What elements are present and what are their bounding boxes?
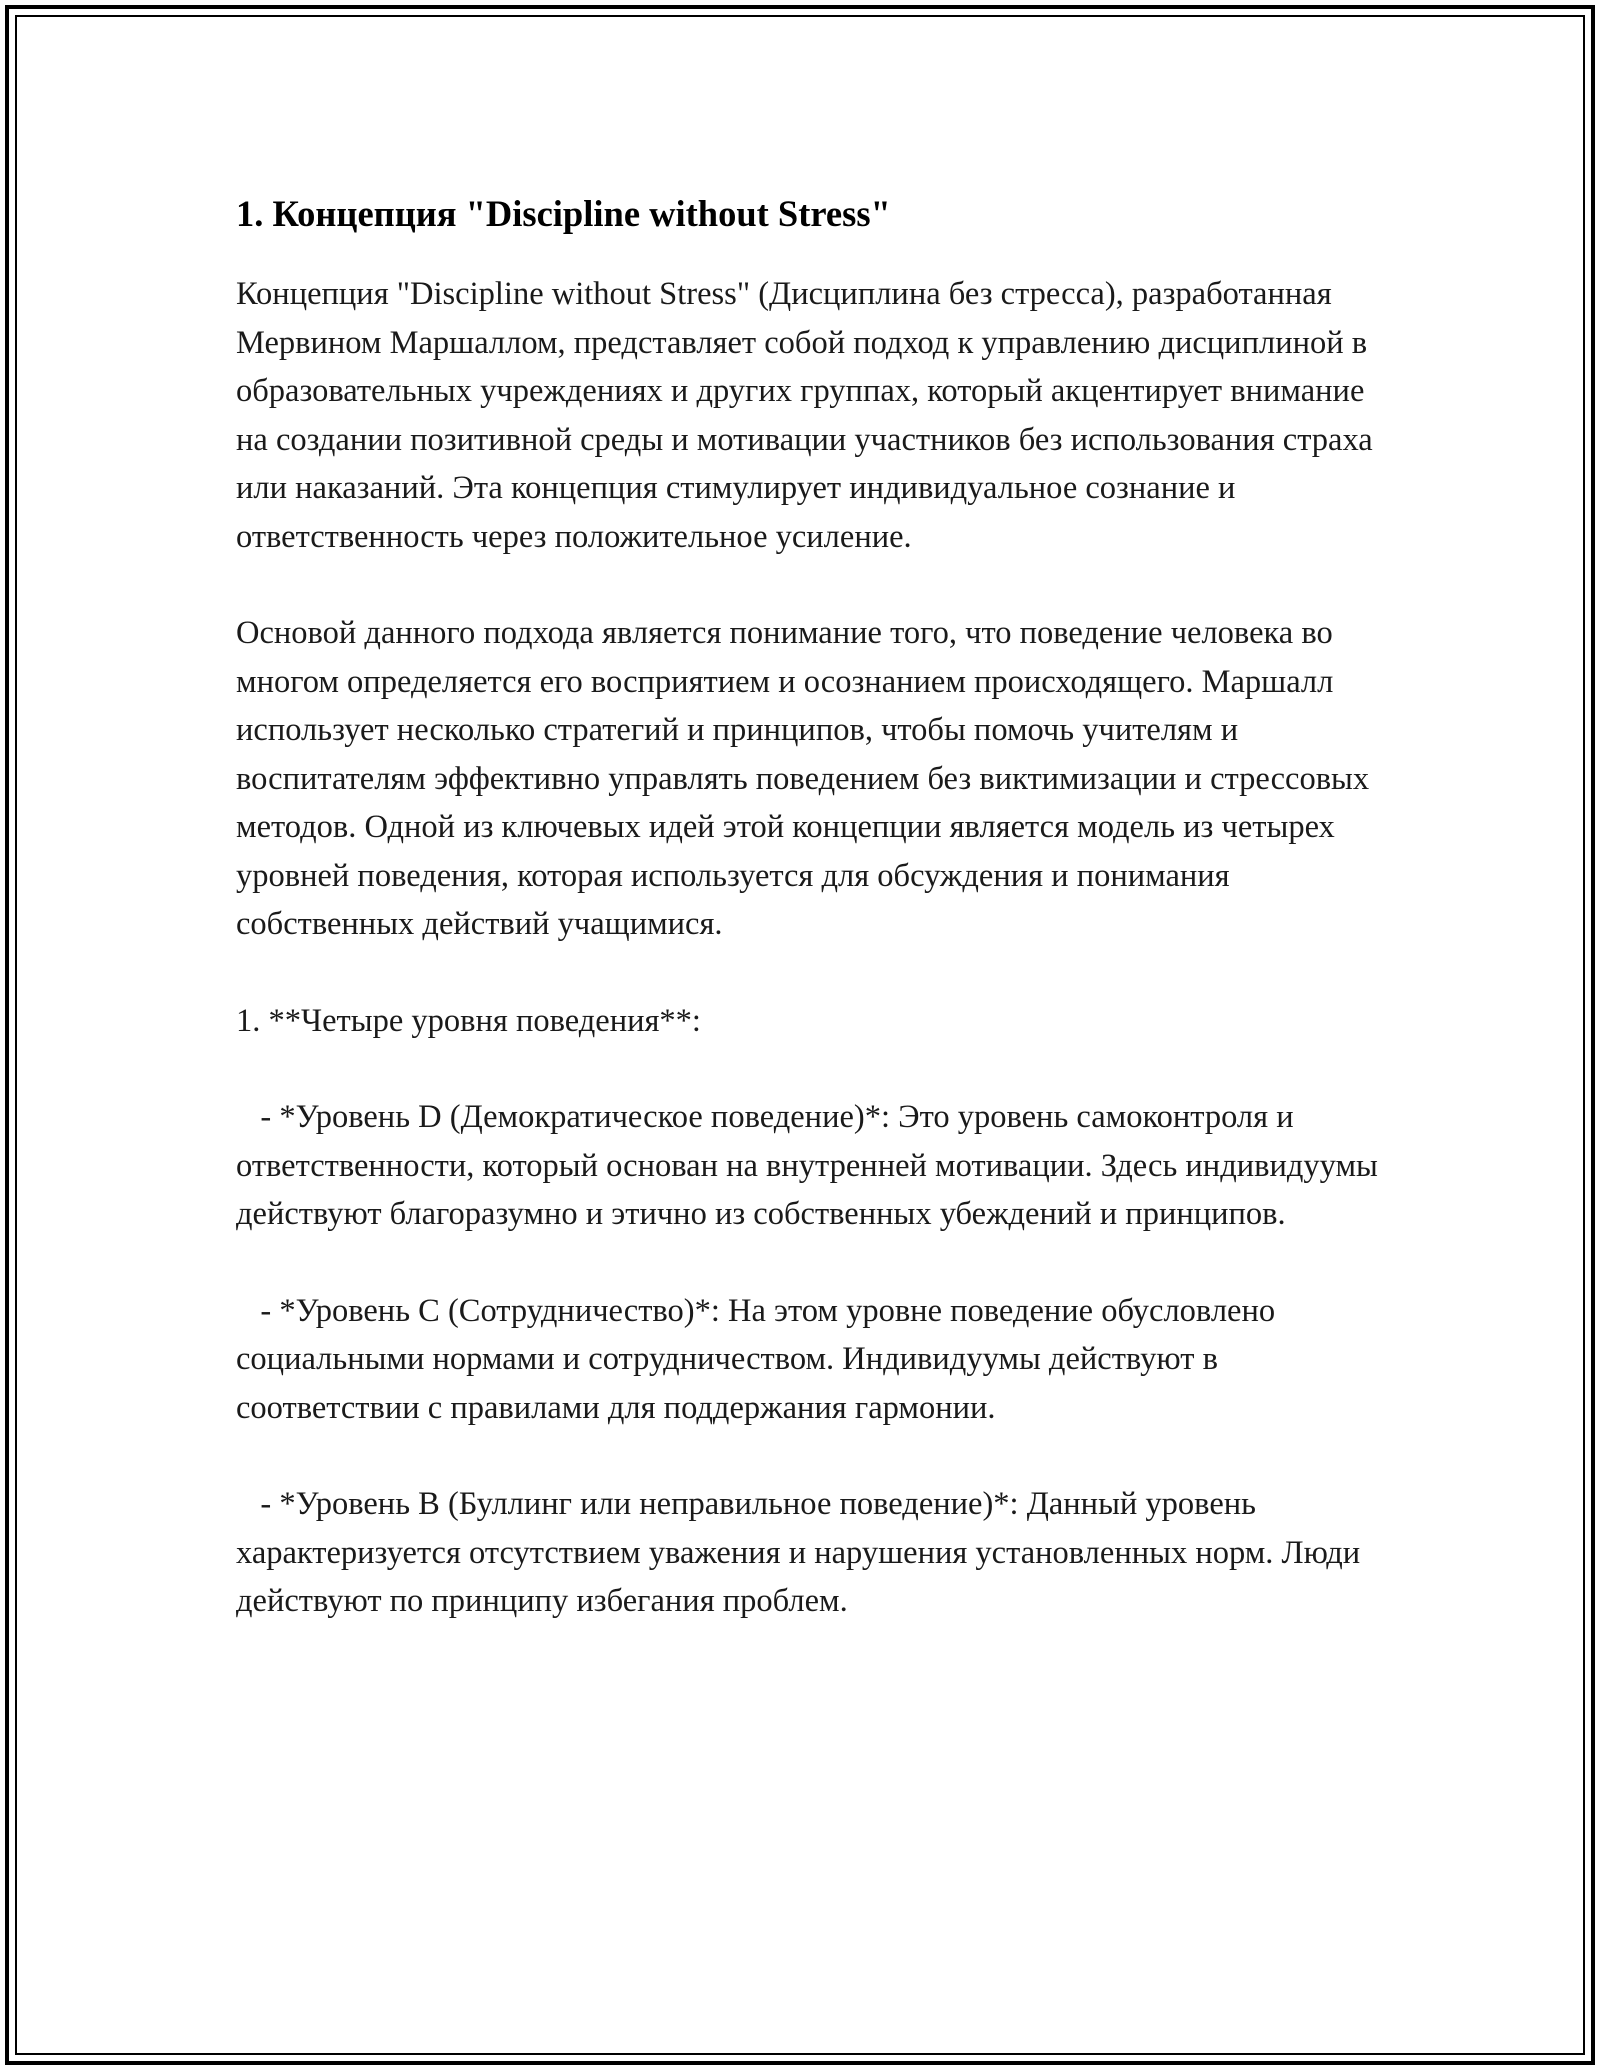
document-body: [236, 188, 1396, 1626]
paragraph-basis: Основой данного подхода является понимание того, что поведение человека во многом определяется его восприятием и осознанием происходящего. Маршалл использует несколько стратегий и принципов, чтобы помочь учителям и воспитателям эффективно управлять поведением без виктимизации и стрессовых методов. Одной из ключевых идей этой концепции является модель из четырех уровней поведения, которая используется для обсуждения и понимания собственных действий учащимися.: [236, 615, 1378, 942]
section-heading: 1. Концепция "Discipline without Stress": [236, 193, 891, 234]
list-item-level-b: - *Уровень B (Буллинг или неправильное поведение)*: Данный уровень характеризуется отсутствием уважения и нарушения установленных норм. Люди действуют по принципу избегания проблем.: [236, 1486, 1369, 1619]
list-item-level-c: - *Уровень C (Сотрудничество)*: На этом уровне поведение обусловлено социальными нормами и сотрудничеством. Индивидуумы действуют в соответствии с правилами для поддержания гармонии.: [236, 1292, 1284, 1426]
paragraph-intro: Концепция "Discipline without Stress" (Дисциплина без стресса), разработанная Мервином Маршаллом, представляет собой подход к управлению дисциплиной в образовательных учреждениях и других группах, который акцентирует внимание на создании позитивной среды и мотивации участников без использования страха или наказаний. Эта концепция стимулирует индивидуальное сознание и ответственность через положительное усиление.: [236, 276, 1381, 555]
list-heading-behavior-levels: 1. **Четыре уровня поведения**:: [236, 1002, 701, 1039]
list-item-level-d: - *Уровень D (Демократическое поведение)*: Это уровень самоконтроля и ответственности, который основан на внутренней мотивации. Здесь индивидуумы действуют благоразумно и этично из собственных убеждений и принципов.: [236, 1099, 1386, 1232]
